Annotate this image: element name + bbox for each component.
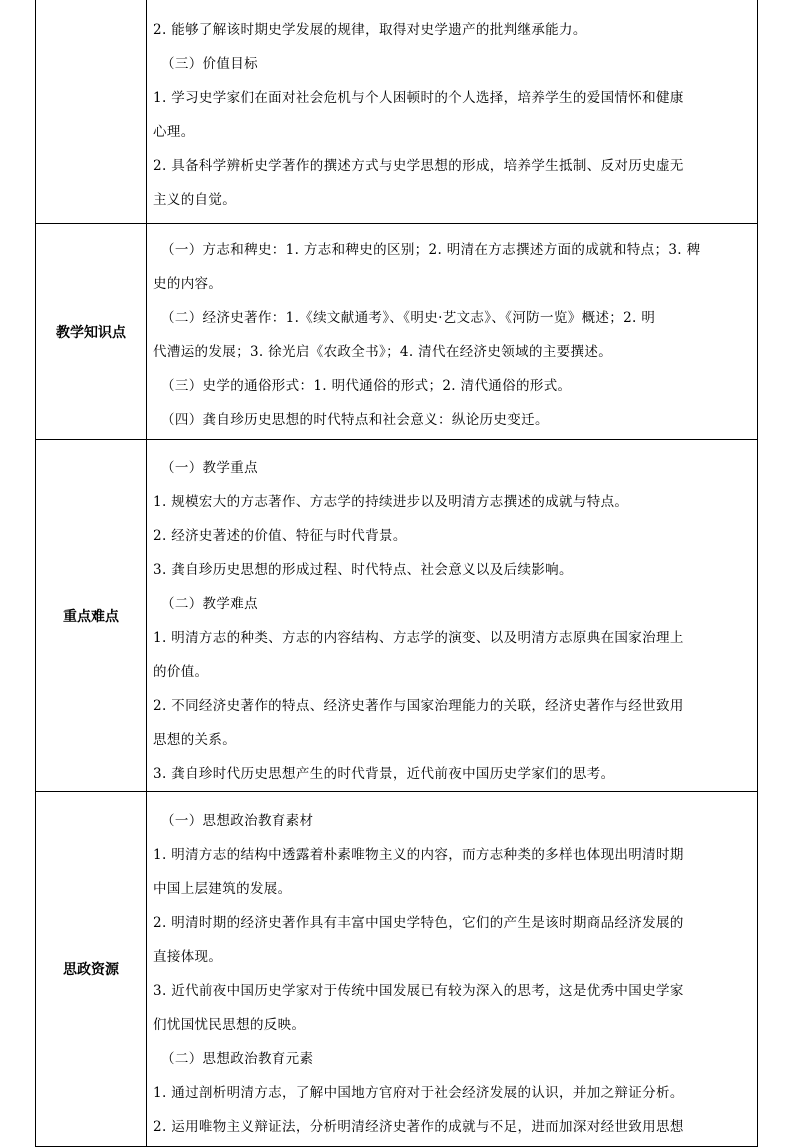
content-line: 直接体现。: [153, 949, 223, 965]
content-line: 2. 经济史著述的价值、特征与时代背景。: [153, 528, 407, 544]
content-line: （四）龚自珍历史思想的时代特点和社会意义：纵论历史变迁。: [161, 412, 549, 428]
content-line: 1. 明清方志的种类、方志的内容结构、方志学的演变、以及明清方志原典在国家治理上: [153, 630, 684, 646]
content-line: 1. 规模宏大的方志著作、方志学的持续进步以及明清方志撰述的成就与特点。: [153, 494, 629, 510]
table-row-knowledge-points: [36, 224, 758, 440]
content-line: 1. 学习史学家们在面对社会危机与个人困顿时的个人选择，培养学生的爱国情怀和健康: [153, 90, 684, 106]
content-line: 们忧国忧民思想的反映。: [153, 1017, 306, 1033]
table-row-ideological-resources: [36, 792, 758, 1147]
content-line: 2. 不同经济史著作的特点、经济史著作与国家治理能力的关联，经济史著作与经世致用: [153, 698, 684, 714]
content-line: 史的内容。: [153, 276, 223, 292]
content-line: 2. 明清时期的经济史著作具有丰富中国史学特色，它们的产生是该时期商品经济发展的: [153, 915, 684, 931]
content-line: 代漕运的发展；3. 徐光启《农政全书》；4. 清代在经济史领域的主要撰述。: [153, 344, 613, 360]
content-line: （一）思想政治教育素材: [161, 813, 314, 829]
content-line: 2. 能够了解该时期史学发展的规律，取得对史学遗产的批判继承能力。: [153, 22, 587, 38]
row-label: [36, 0, 147, 224]
content-line: （二）思想政治教育元素: [161, 1051, 314, 1067]
content-line: 3. 龚自珍时代历史思想产生的时代背景，近代前夜中国历史学家们的思考。: [153, 766, 615, 782]
content-line: 2. 运用唯物主义辩证法，分析明清经济史著作的成就与不足，进而加深对经世致用思想: [153, 1119, 684, 1135]
row-label: 重点难点: [36, 440, 147, 792]
content-line: 思想的关系。: [153, 732, 237, 748]
row-content: [147, 440, 758, 792]
content-line: 的价值。: [153, 664, 209, 680]
row-content: [147, 224, 758, 440]
row-content: [147, 0, 758, 224]
content-line: 心理。: [153, 124, 195, 140]
row-content: [147, 792, 758, 1147]
content-line: （二）教学难点: [161, 596, 258, 612]
content-line: 2. 具备科学辨析史学著作的撰述方式与史学思想的形成，培养学生抵制、反对历史虚无: [153, 158, 684, 174]
content-line: （二）经济史著作：1.《续文献通考》、《明史·艺文志》、《河防一览》概述；2. 明: [161, 310, 656, 326]
syllabus-table: [35, 0, 758, 1147]
table-row-key-difficult-points: [36, 440, 758, 792]
content-line: 1. 通过剖析明清方志，了解中国地方官府对于社会经济发展的认识，并加之辩证分析。: [153, 1085, 684, 1101]
row-label: 教学知识点: [36, 224, 147, 440]
content-line: 中国上层建筑的发展。: [153, 881, 292, 897]
content-line: （三）史学的通俗形式：1. 明代通俗的形式；2. 清代通俗的形式。: [161, 378, 572, 394]
content-line: 3. 近代前夜中国历史学家对于传统中国发展已有较为深入的思考，这是优秀中国史学家: [153, 983, 684, 999]
content-line: （三）价值目标: [161, 56, 258, 72]
content-line: 主义的自觉。: [153, 192, 237, 208]
content-line: 1. 明清方志的结构中透露着朴素唯物主义的内容，而方志种类的多样也体现出明清时期: [153, 847, 684, 863]
content-line: （一）教学重点: [161, 460, 258, 476]
content-line: 3. 龚自珍历史思想的形成过程、时代特点、社会意义以及后续影响。: [153, 562, 573, 578]
table-row-objectives: [36, 0, 758, 224]
content-line: （一）方志和稗史：1. 方志和稗史的区别；2. 明清在方志撰述方面的成就和特点；3. 稗: [161, 242, 701, 258]
row-label: 思政资源: [36, 792, 147, 1147]
